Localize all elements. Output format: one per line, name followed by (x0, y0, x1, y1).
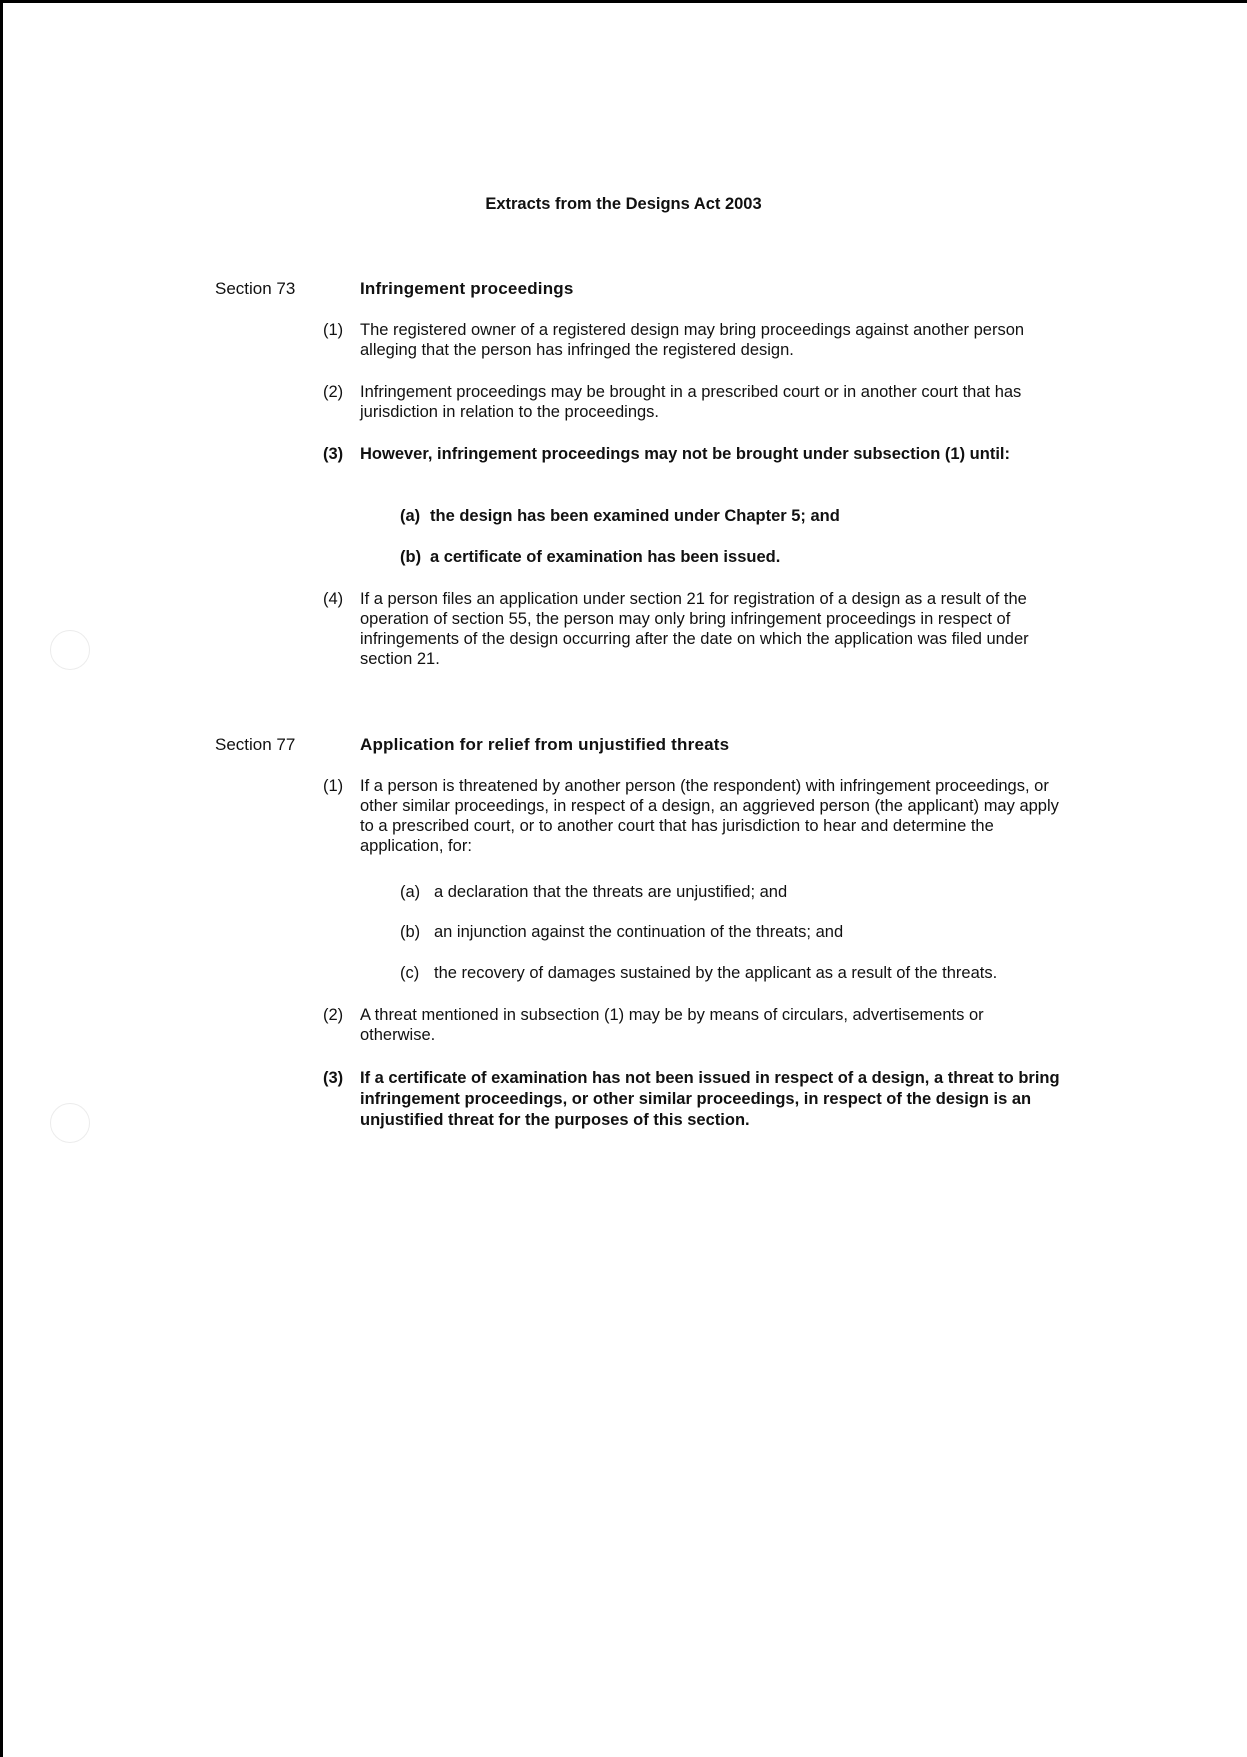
scan-edge-left (0, 0, 3, 1757)
subsection-number: (4) (323, 590, 344, 608)
paragraph-text: the recovery of damages sustained by the applicant as a result of the threats. (434, 964, 998, 982)
subsection-number: (1) (323, 777, 344, 795)
paragraph-letter: (a) (400, 507, 421, 525)
section-73-number: Section 73 (215, 279, 296, 298)
subsection-text: A threat mentioned in subsection (1) may be by means of circulars, advertisements or otherwise. (360, 1006, 984, 1044)
subsection-text: If a person is threatened by another person (the respondent) with infringement proceedings, or other similar proceedings, in respect of a design, an aggrieved person (the applicant) may apply to a prescribed court, or to another court that has jurisdiction to hear and determine the application, for: (360, 777, 1059, 855)
subsection-text: However, infringement proceedings may not be brought under subsection (1) until: (360, 445, 1010, 463)
document-title: Extracts from the Designs Act 2003 (485, 195, 762, 213)
subsection-number: (2) (323, 383, 344, 401)
subsection-number: (1) (323, 321, 344, 339)
subsection-number: (3) (323, 445, 344, 463)
subsection-number: (3) (323, 1069, 344, 1087)
punch-hole-mark (50, 630, 90, 670)
subsection-text: If a person files an application under section 21 for registration of a design as a result of the operation of section 55, the person may only bring infringement proceedings in respect of infringements of the design occurring after the date on which the application was filed under section 21. (360, 590, 1029, 668)
section-73-heading: Infringement proceedings (360, 279, 574, 298)
punch-hole-mark (50, 1103, 90, 1143)
paragraph-letter: (a) (400, 883, 421, 901)
subsection-text: If a certificate of examination has not been issued in respect of a design, a threat to bring infringement proceedings, or other similar proceedings, in respect of the design is an unjustified threat for the purposes of this section. (360, 1069, 1060, 1129)
paragraph-text: the design has been examined under Chapter 5; and (430, 507, 840, 525)
subsection-text: The registered owner of a registered design may bring proceedings against another person alleging that the person has infringed the registered design. (360, 321, 1025, 359)
paragraph-letter: (b) (400, 923, 421, 941)
section-77-number: Section 77 (215, 735, 296, 754)
paragraph-letter: (c) (400, 964, 420, 982)
paragraph-text: a declaration that the threats are unjustified; and (434, 883, 788, 901)
subsection-text: Infringement proceedings may be brought in a prescribed court or in another court that has jurisdiction in relation to the proceedings. (360, 383, 1022, 421)
scan-edge-top (0, 0, 1247, 3)
paragraph-text: an injunction against the continuation of the threats; and (434, 923, 844, 941)
paragraph-letter: (b) (400, 548, 422, 566)
section-77-heading: Application for relief from unjustified threats (360, 735, 730, 754)
subsection-number: (2) (323, 1006, 344, 1024)
paragraph-text: a certificate of examination has been issued. (430, 548, 781, 566)
